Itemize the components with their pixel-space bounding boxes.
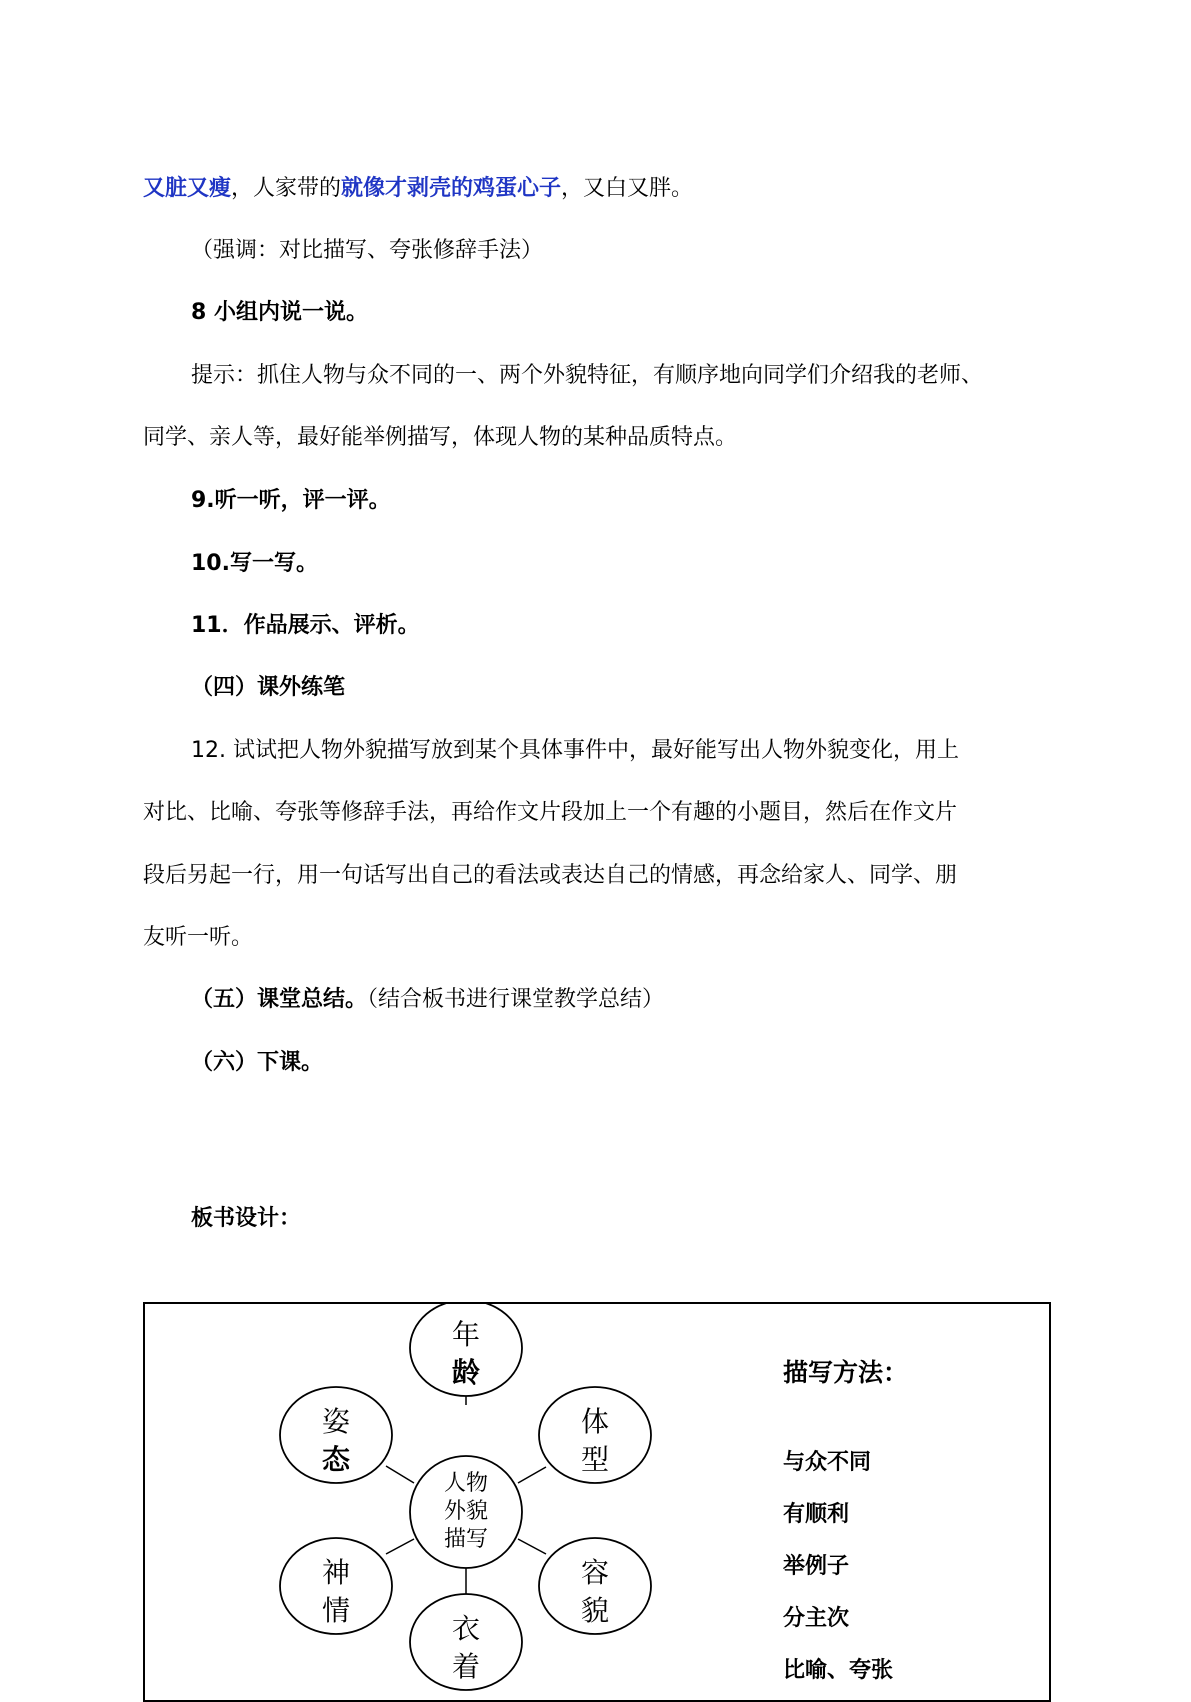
node-clothing-char-1: 衣 [451,1612,481,1645]
center-label-line-1: 人物 [443,1471,489,1496]
step-12-line-4: 友听一听。 [143,925,254,950]
section-5-line [191,985,664,1015]
board-design-label: 板书设计： [191,1206,302,1231]
node-looks-char-1: 容 [580,1556,610,1589]
method-item: 比喻、夸张 [783,1658,894,1683]
section-5-note: （结合板书进行课堂教学总结） [367,987,665,1012]
appearance-mind-map [145,1304,765,1700]
center-label-line-3: 描写 [443,1527,489,1552]
method-item: 有顺利 [783,1502,850,1527]
section-6-heading: （六）下课。 [191,1050,324,1075]
connector-upper-right [518,1467,546,1483]
text-others-bring: ，人家带的 [231,176,342,201]
step-12-line-2: 对比、比喻、夸张等修辞手法，再给作文片段加上一个有趣的小题目，然后在作文片 [143,800,958,825]
step-10-heading: 10.写一写。 [191,551,318,576]
connector-upper-left [386,1466,414,1483]
section-4-heading: （四）课外练笔 [191,675,346,700]
method-item: 举例子 [783,1554,850,1579]
connector-lower-right [518,1539,546,1554]
node-clothing-char-2: 着 [451,1650,481,1683]
node-posture-char-2: 态 [321,1443,351,1476]
node-age-char-1: 年 [451,1318,481,1351]
highlight-egg-simile: 就像才剥壳的鸡蛋心子 [341,176,562,201]
node-expression-char-1: 神 [321,1556,351,1589]
method-item: 与众不同 [783,1450,872,1475]
highlight-dirty-thin: 又脏又瘦 [143,176,232,201]
blackboard-design-box [143,1302,1051,1702]
text-white-fat: ，又白又胖。 [561,176,694,201]
step-8-heading: 8 小组内说一说。 [191,300,368,325]
emphasis-note: （强调：对比描写、夸张修辞手法） [191,238,544,263]
method-item: 分主次 [783,1606,850,1631]
paragraph-comparison [143,174,693,204]
tip-line-1: 提示：抓住人物与众不同的一、两个外貌特征，有顺序地向同学们介绍我的老师、 [191,363,984,388]
node-posture-char-1: 姿 [321,1405,351,1438]
section-5-heading: （五）课堂总结。 [191,987,368,1012]
step-12-line-1: 12. 试试把人物外貌描写放到某个具体事件中，最好能写出人物外貌变化，用上 [191,738,959,763]
step-12-line-3: 段后另起一行，用一句话写出自己的看法或表达自己的情感，再念给家人、同学、朋 [143,863,958,888]
node-expression-char-2: 情 [321,1594,351,1627]
node-looks-char-2: 貌 [580,1594,610,1627]
tip-line-2: 同学、亲人等，最好能举例描写，体现人物的某种品质特点。 [143,425,738,450]
step-9-heading: 9.听一听，评一评。 [191,488,391,513]
center-label-line-2: 外貌 [443,1499,489,1524]
connector-lower-left [386,1539,414,1554]
methods-title: 描写方法： [783,1358,909,1387]
node-build-char-2: 型 [580,1443,610,1476]
step-11-heading: 11．作品展示、评析。 [191,613,420,638]
node-build-char-1: 体 [580,1405,610,1438]
node-age-char-2: 龄 [451,1356,481,1389]
